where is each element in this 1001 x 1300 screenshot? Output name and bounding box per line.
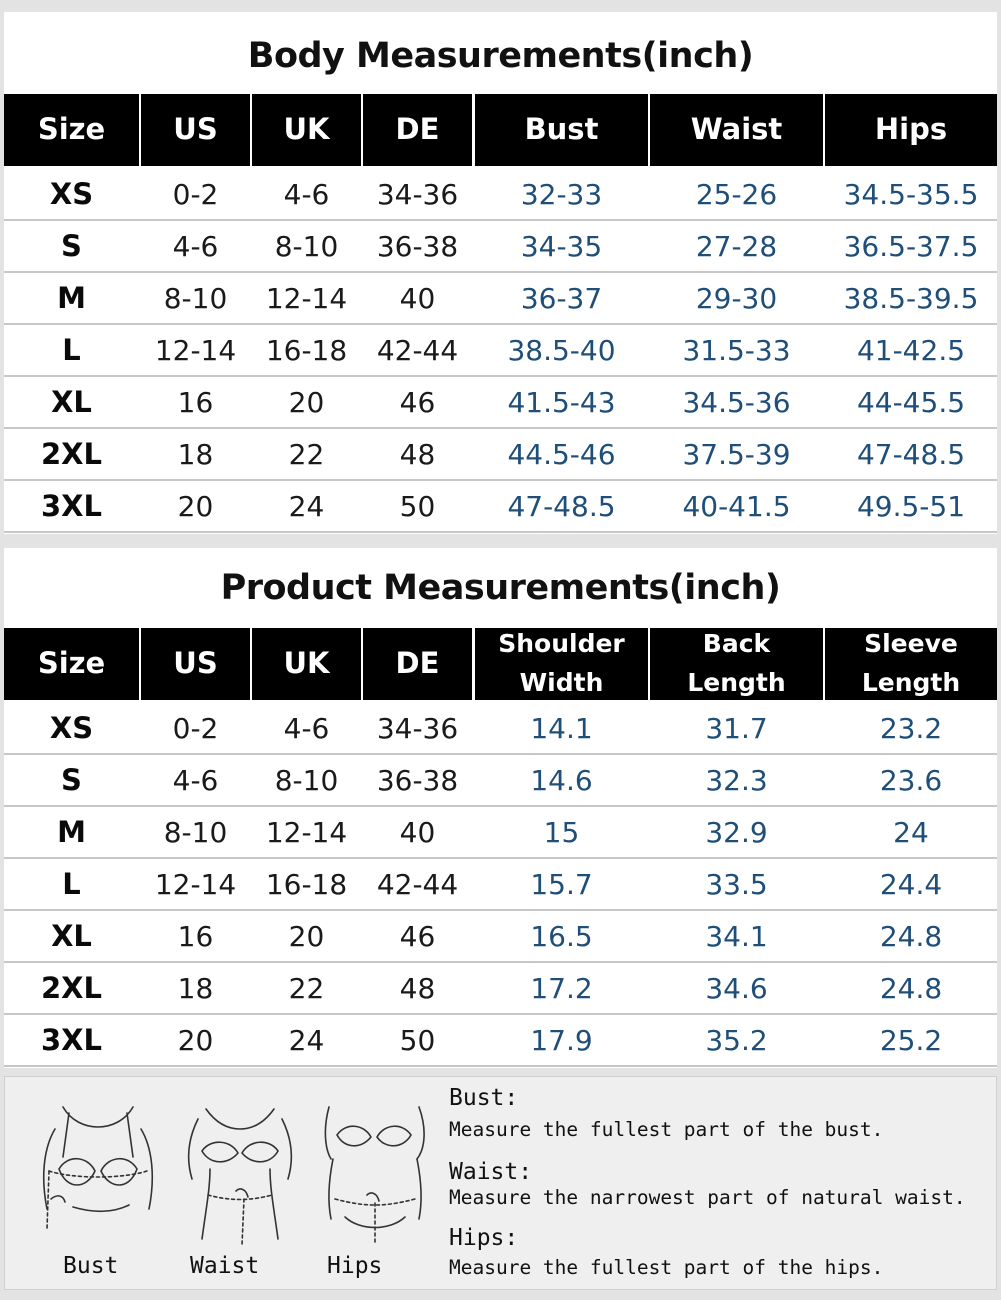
header-size: Size xyxy=(4,628,139,700)
bust-measure-icon xyxy=(33,1099,163,1249)
cell-col4: 41.5-43 xyxy=(507,385,616,419)
cell-us: 4-6 xyxy=(172,229,219,263)
cell-col6: 23.6 xyxy=(879,763,943,797)
cell-uk: 8-10 xyxy=(274,229,339,263)
cell-uk: 22 xyxy=(288,971,325,1005)
cell-us: 12-14 xyxy=(154,333,237,367)
cell-uk: 20 xyxy=(288,919,325,953)
cell-uk: 4-6 xyxy=(283,177,330,211)
cell-uk: 20 xyxy=(288,385,325,419)
cell-col5: 32.3 xyxy=(705,763,768,797)
cell-us: 8-10 xyxy=(163,815,228,849)
cell-us: 0-2 xyxy=(172,177,219,211)
cell-col4: 16.5 xyxy=(530,919,593,953)
cell-us: 18 xyxy=(177,437,214,471)
cell-de: 34-36 xyxy=(376,711,459,745)
cell-col5: 29-30 xyxy=(695,281,778,315)
cell-col4: 32-33 xyxy=(520,177,603,211)
cell-de: 50 xyxy=(399,489,436,523)
cell-col6: 23.2 xyxy=(879,711,943,745)
header-col4: Bust xyxy=(475,94,648,166)
cell-us: 18 xyxy=(177,971,214,1005)
row-divider xyxy=(4,1065,997,1067)
cell-col5: 32.9 xyxy=(705,815,768,849)
cell-col6: 25.2 xyxy=(879,1023,943,1057)
cell-col5: 31.5-33 xyxy=(682,333,791,367)
cell-de: 40 xyxy=(399,281,436,315)
waist-figure-label: Waist xyxy=(190,1253,260,1279)
cell-de: 50 xyxy=(399,1023,436,1057)
cell-size: M xyxy=(57,281,86,315)
cell-uk: 12-14 xyxy=(265,815,348,849)
cell-us: 16 xyxy=(177,385,214,419)
cell-de: 40 xyxy=(399,815,436,849)
waist-instruction-heading: Waist: xyxy=(449,1159,533,1185)
header-de: DE xyxy=(363,628,472,700)
cell-size: XS xyxy=(49,711,94,745)
cell-col4: 14.1 xyxy=(530,711,593,745)
hips-instruction-heading: Hips: xyxy=(449,1225,519,1251)
cell-de: 46 xyxy=(399,919,436,953)
cell-uk: 8-10 xyxy=(274,763,339,797)
cell-col4: 36-37 xyxy=(520,281,603,315)
cell-col6: 24.8 xyxy=(879,919,943,953)
header-uk: UK xyxy=(252,628,361,700)
cell-col5: 31.7 xyxy=(705,711,768,745)
header-col6: Hips xyxy=(825,94,997,166)
cell-col5: 27-28 xyxy=(695,229,778,263)
header-us: US xyxy=(141,628,250,700)
product-measurements-panel xyxy=(4,548,997,1068)
cell-col6: 24.8 xyxy=(879,971,943,1005)
hips-measure-icon xyxy=(315,1099,435,1249)
waist-instruction-text: Measure the narrowest part of natural waist. xyxy=(449,1186,966,1209)
cell-de: 46 xyxy=(399,385,436,419)
cell-col6: 24.4 xyxy=(879,867,943,901)
cell-col4: 44.5-46 xyxy=(507,437,616,471)
cell-col4: 17.2 xyxy=(530,971,593,1005)
header-uk: UK xyxy=(252,94,361,166)
cell-col6: 36.5-37.5 xyxy=(843,229,979,263)
cell-uk: 16-18 xyxy=(265,333,348,367)
cell-de: 36-38 xyxy=(376,763,459,797)
cell-size: XL xyxy=(51,919,92,953)
cell-col5: 40-41.5 xyxy=(682,489,791,523)
bust-figure-label: Bust xyxy=(63,1253,119,1279)
cell-col6: 44-45.5 xyxy=(856,385,966,419)
hips-figure-label: Hips xyxy=(327,1253,383,1279)
cell-size: XS xyxy=(49,177,94,211)
cell-col6: 49.5-51 xyxy=(856,489,966,523)
cell-col4: 17.9 xyxy=(530,1023,593,1057)
header-us: US xyxy=(141,94,250,166)
header-col6: Sleeve Length xyxy=(825,628,997,700)
cell-col6: 41-42.5 xyxy=(856,333,966,367)
cell-size: L xyxy=(62,867,81,901)
cell-us: 8-10 xyxy=(163,281,228,315)
cell-col6: 38.5-39.5 xyxy=(843,281,979,315)
cell-col5: 37.5-39 xyxy=(682,437,791,471)
cell-size: XL xyxy=(51,385,92,419)
cell-uk: 24 xyxy=(288,1023,325,1057)
cell-col4: 34-35 xyxy=(520,229,603,263)
body-measurements-panel xyxy=(4,12,997,534)
cell-col5: 34.1 xyxy=(705,919,768,953)
cell-col5: 34.6 xyxy=(705,971,768,1005)
cell-size: 3XL xyxy=(40,489,103,523)
cell-uk: 22 xyxy=(288,437,325,471)
cell-de: 42-44 xyxy=(376,867,459,901)
cell-size: 3XL xyxy=(40,1023,103,1057)
header-col4: Shoulder Width xyxy=(475,628,648,700)
cell-us: 16 xyxy=(177,919,214,953)
cell-de: 34-36 xyxy=(376,177,459,211)
cell-col6: 34.5-35.5 xyxy=(843,177,979,211)
cell-col4: 38.5-40 xyxy=(507,333,616,367)
body-table-title: Body Measurements(inch) xyxy=(247,36,754,76)
cell-size: 2XL xyxy=(40,971,103,1005)
cell-uk: 4-6 xyxy=(283,711,330,745)
cell-col5: 34.5-36 xyxy=(682,385,791,419)
cell-size: M xyxy=(57,815,86,849)
cell-col6: 47-48.5 xyxy=(856,437,966,471)
cell-col4: 15 xyxy=(543,815,580,849)
header-de: DE xyxy=(363,94,472,166)
cell-de: 42-44 xyxy=(376,333,459,367)
cell-col6: 24 xyxy=(893,815,929,849)
cell-col4: 15.7 xyxy=(530,867,593,901)
cell-col5: 25-26 xyxy=(695,177,778,211)
cell-us: 12-14 xyxy=(154,867,237,901)
cell-size: L xyxy=(62,333,81,367)
cell-col5: 33.5 xyxy=(705,867,768,901)
row-divider xyxy=(4,531,997,533)
cell-uk: 12-14 xyxy=(265,281,348,315)
bust-instruction-heading: Bust: xyxy=(449,1085,519,1111)
cell-col4: 14.6 xyxy=(530,763,593,797)
cell-de: 36-38 xyxy=(376,229,459,263)
header-col5: Back Length xyxy=(650,628,823,700)
cell-us: 4-6 xyxy=(172,763,219,797)
bust-instruction-text: Measure the fullest part of the bust. xyxy=(449,1118,884,1141)
header-col5: Waist xyxy=(650,94,823,166)
cell-uk: 24 xyxy=(288,489,325,523)
cell-us: 0-2 xyxy=(172,711,219,745)
cell-de: 48 xyxy=(399,971,436,1005)
cell-size: S xyxy=(61,763,82,797)
measuring-guide xyxy=(4,1076,997,1290)
hips-instruction-text: Measure the fullest part of the hips. xyxy=(449,1256,884,1279)
cell-us: 20 xyxy=(177,489,214,523)
cell-de: 48 xyxy=(399,437,436,471)
cell-us: 20 xyxy=(177,1023,214,1057)
cell-size: S xyxy=(61,229,82,263)
waist-measure-icon xyxy=(180,1099,300,1249)
header-size: Size xyxy=(4,94,139,166)
product-table-title: Product Measurements(inch) xyxy=(220,568,781,608)
cell-col4: 47-48.5 xyxy=(507,489,616,523)
cell-size: 2XL xyxy=(40,437,103,471)
cell-col5: 35.2 xyxy=(705,1023,768,1057)
cell-uk: 16-18 xyxy=(265,867,348,901)
